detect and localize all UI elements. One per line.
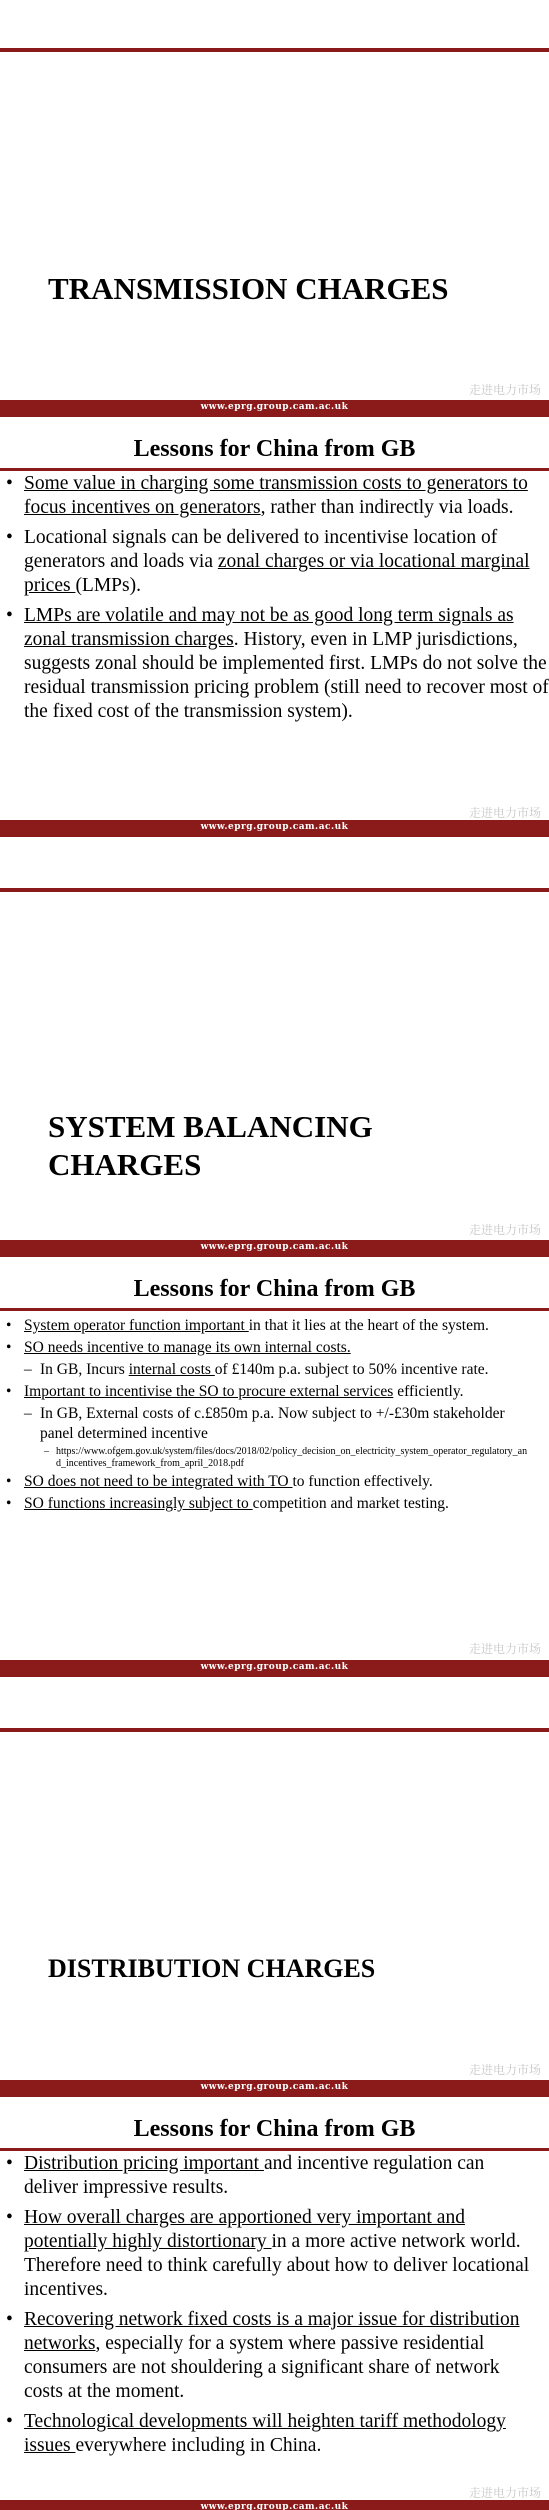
slide-title: DISTRIBUTION CHARGES	[48, 1954, 376, 1983]
slide-title: TRANSMISSION CHARGES	[48, 271, 449, 306]
bullet-list	[0, 472, 549, 724]
watermark: 走进电力市场	[468, 2063, 541, 2077]
slide-lessons-balancing	[0, 1260, 549, 1680]
footer-bar	[0, 400, 549, 417]
watermark: 走进电力市场	[468, 2486, 541, 2500]
list-item: • SO does not need to be integrated with TO to function effectively.	[6, 1473, 433, 1490]
top-rule	[0, 1728, 549, 1732]
top-rule	[0, 48, 549, 52]
footer-bar	[0, 820, 549, 837]
watermark: 走进电力市场	[468, 806, 541, 820]
heading-rule	[0, 1308, 549, 1311]
footer-url: www.eprg.group.cam.ac.uk	[200, 822, 349, 832]
slide-lessons-distribution	[0, 2100, 549, 2510]
list-item: • How overall charges are apportioned very important and potentially highly distortionary in a more active network world. Therefore need to think carefully about how to deliver locational incentives.	[6, 2207, 530, 2300]
footer-url: www.eprg.group.cam.ac.uk	[200, 1662, 349, 1672]
footer-bar	[0, 2500, 549, 2510]
list-item: • Distribution pricing important and incentive regulation can deliver impressive results.	[6, 2153, 485, 2198]
watermark: 走进电力市场	[468, 1642, 541, 1656]
slide-balancing-title	[0, 840, 549, 1260]
watermark: 走进电力市场	[468, 1223, 541, 1237]
footer-url: www.eprg.group.cam.ac.uk	[200, 402, 349, 412]
footer-bar	[0, 1240, 549, 1257]
slide-heading: Lessons for China from GB	[133, 1276, 416, 1302]
list-item: • Locational signals can be delivered to incentivise location of generators and loads via zonal charges or via locational marginal prices (LMPs).	[6, 527, 530, 596]
slide-transmission-title	[0, 0, 549, 420]
list-item: – https://www.ofgem.gov.uk/system/files/docs/2018/02/policy_decision_on_electricity_system_operator_regulatory_and_incentives_framework_from_april_2018.pdf	[44, 1446, 528, 1469]
list-item: • Some value in charging some transmission costs to generators to focus incentives on generators, rather than indirectly via loads.	[6, 473, 528, 518]
slide-title: SYSTEM BALANCING CHARGES	[48, 1109, 373, 1182]
bullet-list	[0, 2152, 540, 2458]
list-item: • Important to incentivise the SO to procure external services efficiently.	[6, 1383, 464, 1400]
list-item: • Technological developments will heighten tariff methodology issues everywhere including in China.	[6, 2411, 506, 2456]
slide-heading: Lessons for China from GB	[133, 436, 416, 462]
footer-url: www.eprg.group.cam.ac.uk	[200, 2502, 349, 2510]
slide-heading: Lessons for China from GB	[133, 2116, 416, 2142]
list-item: • SO functions increasingly subject to competition and market testing.	[6, 1495, 449, 1512]
list-item: – In GB, External costs of c.£850m p.a. Now subject to +/-£30m stakeholder panel determined incentive	[24, 1405, 505, 1442]
slide-distribution-title	[0, 1680, 549, 2100]
list-item: • Recovering network fixed costs is a major issue for distribution networks, especially for a system where passive residential consumers are not shouldering a significant share of network costs at the moment.	[6, 2309, 520, 2402]
list-item: • LMPs are volatile and may not be as good long term signals as zonal transmission charges. History, even in LMP jurisdictions, suggests zonal should be implemented first. LMPs do not solve the residual transmission pricing problem (still need to recover most of the fixed cost of the transmission system).	[6, 605, 549, 722]
watermark: 走进电力市场	[468, 383, 541, 397]
footer-bar	[0, 2080, 549, 2097]
list-item: • System operator function important in that it lies at the heart of the system.	[6, 1317, 489, 1334]
list-item: – In GB, Incurs internal costs of £140m p.a. subject to 50% incentive rate.	[24, 1361, 489, 1378]
heading-rule	[0, 468, 549, 471]
footer-bar	[0, 1660, 549, 1677]
footer-url: www.eprg.group.cam.ac.uk	[200, 2082, 349, 2092]
bullet-list	[0, 1316, 530, 1514]
footer-url: www.eprg.group.cam.ac.uk	[200, 1242, 349, 1252]
heading-rule	[0, 2148, 549, 2151]
top-rule	[0, 888, 549, 892]
list-item: • SO needs incentive to manage its own internal costs.	[6, 1339, 351, 1356]
slide-lessons-transmission	[0, 420, 549, 840]
